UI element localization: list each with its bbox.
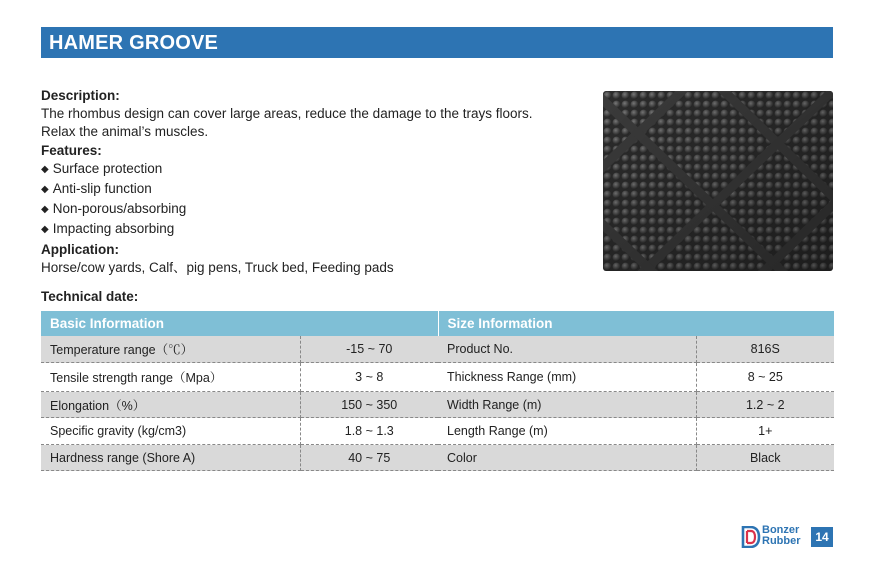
description-line-2: Relax the animal’s muscles. [41,124,209,140]
table-row [41,363,834,392]
basic-info-header: Basic Information [41,311,438,336]
basic-label: Tensile strength range（Mpa） [41,363,300,392]
size-label: Length Range (m) [438,418,696,445]
brand-name-line-1: Bonzer [762,524,800,536]
size-label: Product No. [438,336,696,363]
table-row [41,418,834,445]
size-value: 8 ~ 25 [696,363,834,392]
description-block [41,87,601,277]
technical-label: Technical date: [41,289,139,304]
size-value: 1.2 ~ 2 [696,392,834,418]
spec-table [41,311,835,471]
description-line-1: The rhombus design can cover large areas, reduce the damage to the trays floors. [41,106,533,122]
features-heading: Features: [41,142,102,158]
brand-name [762,525,801,547]
basic-label: Elongation（%） [41,392,300,418]
feature-item: ◆ Impacting absorbing [41,220,601,240]
basic-label: Temperature range（℃） [41,336,300,363]
brand-name-line-2: Rubber [762,535,801,547]
application-text: Horse/cow yards, Calf、pig pens, Truck bed, Feeding pads [41,259,394,275]
feature-item: ◆ Surface protection [41,160,601,180]
basic-label: Hardness range (Shore A) [41,445,300,471]
size-value: Black [696,445,834,471]
basic-value: 1.8 ~ 1.3 [300,418,438,445]
application-heading: Application: [41,241,119,257]
basic-value: -15 ~ 70 [300,336,438,363]
table-header-row [41,311,834,336]
size-label: Thickness Range (mm) [438,363,696,392]
table-row [41,336,834,363]
size-label: Width Range (m) [438,392,696,418]
basic-value: 40 ~ 75 [300,445,438,471]
size-label: Color [438,445,696,471]
size-value: 1+ [696,418,834,445]
basic-value: 3 ~ 8 [300,363,438,392]
basic-label: Specific gravity (kg/cm3) [41,418,300,445]
page-number: 14 [811,527,833,547]
brand-logo [741,525,835,549]
basic-value: 150 ~ 350 [300,392,438,418]
description-heading: Description: [41,88,120,103]
brand-logo-icon [741,526,761,548]
table-row [41,392,834,418]
size-value: 816S [696,336,834,363]
size-info-header: Size Information [438,311,834,336]
feature-item: ◆ Anti-slip function [41,180,601,200]
page-title: HAMER GROOVE [41,27,833,58]
feature-item: ◆ Non-porous/absorbing [41,200,601,220]
table-row [41,445,834,471]
product-image [603,91,833,271]
